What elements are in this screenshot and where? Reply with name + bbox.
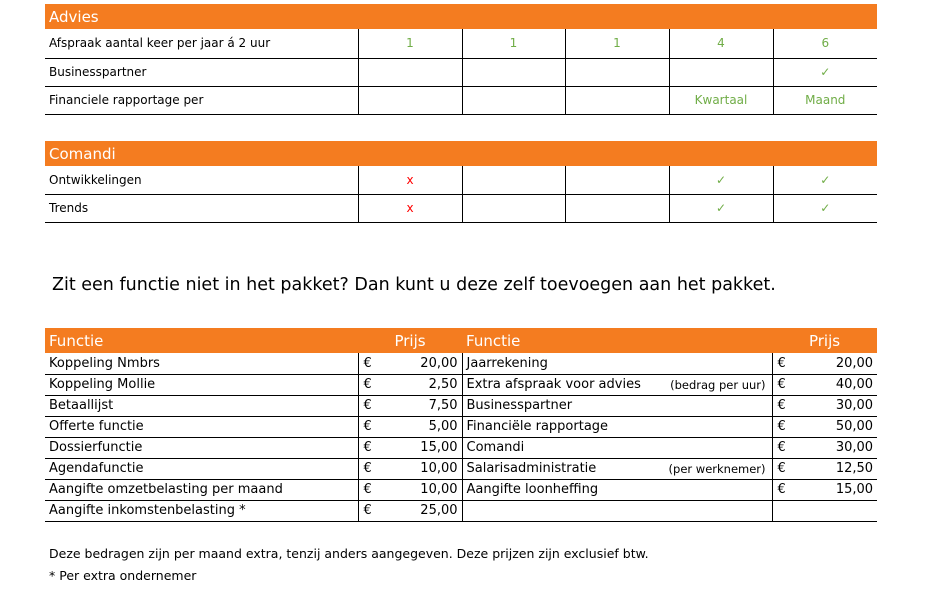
checkmark-icon: ✓ [773, 194, 877, 222]
price-row [45, 374, 877, 395]
currency-symbol: € [358, 437, 392, 458]
comandi-cell [565, 166, 669, 194]
function-name: Agendafunctie [45, 458, 358, 479]
advies-cell: 1 [565, 29, 669, 58]
currency-symbol: € [358, 353, 392, 374]
advies-row-label: Businesspartner [45, 58, 358, 86]
advies-row-label: Afspraak aantal keer per jaar á 2 uur [45, 29, 358, 58]
price-table [45, 328, 877, 522]
price-note [657, 437, 772, 458]
price-value: 2,50 [392, 374, 462, 395]
comandi-cell [462, 194, 565, 222]
price-value: 7,50 [392, 395, 462, 416]
price-note [657, 395, 772, 416]
price-row [45, 479, 877, 500]
header-functie-left: Functie [45, 328, 358, 353]
function-name: Businesspartner [462, 395, 657, 416]
comandi-row-label: Ontwikkelingen [45, 166, 358, 194]
price-row [45, 437, 877, 458]
advies-cell: 1 [358, 29, 462, 58]
cross-icon: x [358, 166, 462, 194]
price-value: 20,00 [807, 353, 877, 374]
currency-symbol [772, 500, 807, 521]
currency-symbol: € [772, 437, 807, 458]
currency-symbol: € [358, 374, 392, 395]
advies-cell: 4 [669, 29, 773, 58]
function-name: Koppeling Nmbrs [45, 353, 358, 374]
currency-symbol: € [772, 395, 807, 416]
function-name [462, 500, 657, 521]
price-value: 25,00 [392, 500, 462, 521]
comandi-row-label: Trends [45, 194, 358, 222]
function-name: Aangifte omzetbelasting per maand [45, 479, 358, 500]
advies-table [45, 4, 877, 115]
price-value: 10,00 [392, 479, 462, 500]
function-name: Aangifte inkomstenbelasting * [45, 500, 358, 521]
currency-symbol: € [358, 458, 392, 479]
comandi-title: Comandi [45, 141, 877, 166]
checkmark-icon: ✓ [669, 166, 773, 194]
comandi-cell [565, 194, 669, 222]
price-value: 15,00 [807, 479, 877, 500]
function-name: Comandi [462, 437, 657, 458]
function-name: Salarisadministratie [462, 458, 657, 479]
currency-symbol: € [358, 416, 392, 437]
price-value: 30,00 [807, 437, 877, 458]
price-value [807, 500, 877, 521]
advies-row-label: Financiele rapportage per [45, 86, 358, 114]
currency-symbol: € [358, 395, 392, 416]
price-value: 12,50 [807, 458, 877, 479]
price-row [45, 416, 877, 437]
price-value: 40,00 [807, 374, 877, 395]
price-row [45, 353, 877, 374]
advies-cell: 1 [462, 29, 565, 58]
function-name: Aangifte loonheffing [462, 479, 657, 500]
price-note: (bedrag per uur) [657, 374, 772, 395]
price-note [657, 353, 772, 374]
advies-cell: Maand [773, 86, 877, 114]
price-note [657, 479, 772, 500]
function-name: Offerte functie [45, 416, 358, 437]
cross-icon: x [358, 194, 462, 222]
price-note [657, 416, 772, 437]
currency-symbol: € [772, 374, 807, 395]
price-note [657, 500, 772, 521]
currency-symbol: € [358, 479, 392, 500]
advies-cell [358, 58, 462, 86]
price-value: 5,00 [392, 416, 462, 437]
header-functie-right: Functie [462, 328, 772, 353]
function-name: Financiële rapportage [462, 416, 657, 437]
advies-cell [669, 58, 773, 86]
checkmark-icon: ✓ [669, 194, 773, 222]
header-prijs-right: Prijs [772, 328, 877, 353]
function-name: Betaallijst [45, 395, 358, 416]
function-name: Jaarrekening [462, 353, 657, 374]
price-row [45, 395, 877, 416]
currency-symbol: € [772, 458, 807, 479]
function-name: Extra afspraak voor advies [462, 374, 657, 395]
price-value: 10,00 [392, 458, 462, 479]
function-name: Koppeling Mollie [45, 374, 358, 395]
price-note: (per werknemer) [657, 458, 772, 479]
advies-cell [565, 86, 669, 114]
header-prijs-left: Prijs [358, 328, 462, 353]
price-value: 15,00 [392, 437, 462, 458]
price-row [45, 458, 877, 479]
advies-cell [358, 86, 462, 114]
price-value: 50,00 [807, 416, 877, 437]
price-row [45, 500, 877, 521]
price-value: 20,00 [392, 353, 462, 374]
advies-cell [462, 58, 565, 86]
advies-cell: 6 [773, 29, 877, 58]
advies-cell [565, 58, 669, 86]
comandi-table [45, 141, 877, 223]
checkmark-icon: ✓ [773, 58, 877, 86]
advies-title: Advies [45, 4, 877, 29]
currency-symbol: € [772, 479, 807, 500]
headline: Zit een functie niet in het pakket? Dan kunt u deze zelf toevoegen aan het pakket. [52, 275, 776, 295]
currency-symbol: € [772, 353, 807, 374]
function-name: Dossierfunctie [45, 437, 358, 458]
footnote-pricing: Deze bedragen zijn per maand extra, tenzij anders aangegeven. Deze prijzen zijn exclusief btw. [49, 546, 649, 561]
currency-symbol: € [772, 416, 807, 437]
checkmark-icon: ✓ [773, 166, 877, 194]
advies-cell [462, 86, 565, 114]
advies-cell: Kwartaal [669, 86, 773, 114]
comandi-cell [462, 166, 565, 194]
currency-symbol: € [358, 500, 392, 521]
price-value: 30,00 [807, 395, 877, 416]
footnote-extra-ondernemer: * Per extra ondernemer [49, 568, 197, 583]
